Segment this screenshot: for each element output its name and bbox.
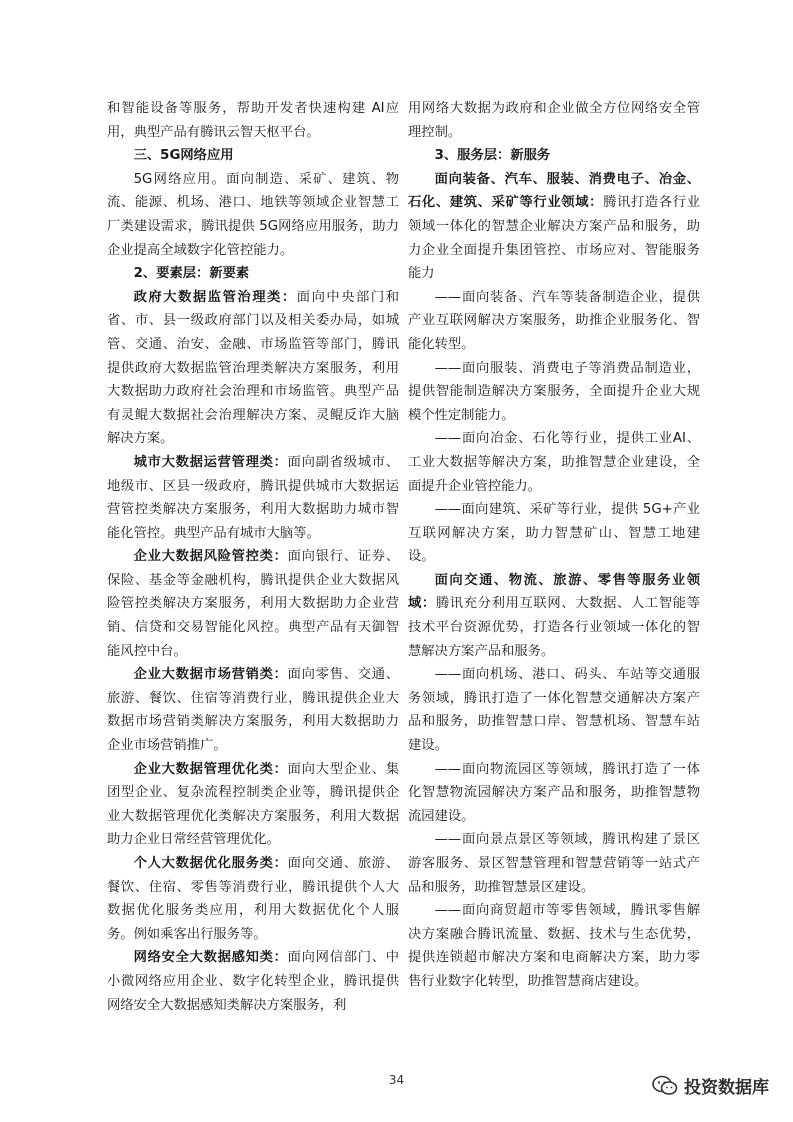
right-text-1: 用网络大数据为政府和企业做全方位网络安全管理控制。	[408, 101, 700, 140]
para-city-data	[107, 451, 399, 545]
wechat-icon	[652, 1075, 678, 1097]
label: 网络安全大数据感知类：	[133, 950, 288, 966]
watermark-text: 投资数据库	[684, 1078, 769, 1098]
para-scenic: ——面向景点景区等领域，腾讯构建了景区游客服务、景区智慧管理和智慧营销等一站式产品和服务，助推智慧景区建设。	[408, 832, 700, 895]
para-services	[408, 569, 700, 663]
para-consumer-goods: ——面向服装、消费电子等消费品制造业，提供智能制造解决方案服务，全面提升企业大规模个性定制能力。	[408, 360, 700, 423]
para-logistics: ——面向物流园区等领域，腾讯打造了一体化智慧物流园解决方案产品和服务，助推智慧物流园建设。	[408, 761, 700, 824]
left-column	[107, 97, 399, 1017]
para-transport: ——面向机场、港口、码头、车站等交通服务领域，腾讯打造了一体化智慧交通解决方案产品和服务，助推智慧口岸、智慧机场、智慧车站建设。	[408, 667, 700, 754]
para-equipment: ——面向装备、汽车等装备制造企业，提供产业互联网解决方案服务，助推企业服务化、智能化转型。	[408, 289, 700, 352]
body: 面向大型企业、集团型企业、复杂流程控制类企业等，腾讯提供企业大数据管理优化类解决方案服务，利用大数据助力企业日常经营管理优化。	[107, 761, 400, 848]
para-management-data	[107, 758, 399, 852]
label: 个人大数据优化服务类：	[133, 856, 288, 871]
body: 面向银行、证券、保险、基金等金融机构，腾讯提供企业大数据风险管控类解决方案服务，利用大数据助力企业营销、信贷和交易智能化风控。典型产品有天御智能风控中台。	[107, 549, 400, 659]
para-construction: ——面向建筑、采矿等行业，提供 5G+产业互联网解决方案，助力智慧矿山、智慧工地建设。	[408, 502, 700, 565]
body: 面向中央部门和省、市、县一级政府部门以及相关委办局，如城管、交通、治安、金融、市场监管等部门，腾讯提供政府大数据监管治理类解决方案服务，利用大数据助力政府社会治理和市场监管。典型产品有灵鲲大数据社会治理解决方案、灵鲲反诈大脑解决方案。	[107, 289, 400, 447]
para-retail: ——面向商贸超市等零售领域，腾讯零售解决方案融合腾讯流量、数据、技术与生态优势，提供连锁超市解决方案和电商解决方案，助力零售行业数字化转型，助推智慧商店建设。	[408, 903, 700, 989]
label: 城市大数据运营管理类：	[133, 454, 288, 470]
label: 企业大数据管理优化类：	[133, 761, 288, 777]
label: 面向交通、物流、旅游、零售等服务业领域：	[408, 572, 700, 612]
para-gov-data	[107, 286, 399, 451]
body: 面向副省级城市、地级市、区县一级政府，腾讯提供城市大数据运营管控类解决方案服务，利用大数据助力城市智能化管控。典型产品有城市大脑等。	[107, 454, 400, 541]
left-text-1: 和智能设备等服务，帮助开发者快速构建 AI应用，典型产品有腾讯云智天枢平台。	[107, 101, 399, 140]
label: 企业大数据市场营销类：	[133, 667, 288, 683]
right-column	[408, 97, 700, 994]
label: 面向装备、汽车、服装、消费电子、冶金、石化、建筑、采矿等行业领域：	[408, 171, 700, 211]
body: 面向网信部门、中小微网络应用企业、数字化转型企业，腾讯提供网络安全大数据感知类解决方案服务，利	[107, 950, 400, 1013]
para-marketing-data	[107, 663, 399, 757]
para-5g: 5G网络应用。面向制造、采矿、建筑、物流、能源、机场、港口、地铁等领域企业智慧工厂类建设需求，腾讯提供 5G网络应用服务，助力企业提高全域数字化管控能力。	[107, 171, 399, 258]
heading-element-layer: 2、要素层：新要素	[133, 266, 250, 282]
para-metallurgy: ——面向冶金、石化等行业，提供工业AI、工业大数据等解决方案，助推智慧企业建设，全面提升企业管控能力。	[408, 431, 700, 494]
body: 面向零售、交通、旅游、餐饮、住宿等消费行业，腾讯提供企业大数据市场营销类解决方案服务，利用大数据助力企业市场营销推广。	[107, 667, 400, 754]
para-personal-data	[107, 852, 399, 946]
para-risk-data	[107, 545, 399, 663]
body: 腾讯打造各行业领域一体化的智慧企业解决方案产品和服务，助力企业全面提升集团管控、市场应对、智能服务能力	[408, 195, 701, 282]
body: 腾讯充分利用互联网、大数据、人工智能等技术平台资源优势，打造各行业领域一体化的智慧解决方案产品和服务。	[408, 596, 701, 659]
heading-service-layer: 3、服务层：新服务	[434, 148, 551, 164]
heading-5g: 三、5G网络应用	[133, 148, 234, 164]
para-industry	[408, 168, 700, 286]
label: 企业大数据风险管控类：	[133, 549, 288, 565]
label: 政府大数据监管治理类：	[133, 289, 297, 305]
watermark	[652, 1073, 769, 1098]
body: 面向交通、旅游、餐饮、住宿、零售等消费行业，腾讯提供个人大数据优化服务类应用，利用大数据优化个人服务。例如乘客出行服务等。	[107, 856, 400, 942]
para-security-data	[107, 946, 399, 1017]
page-number: 34	[388, 1073, 405, 1087]
